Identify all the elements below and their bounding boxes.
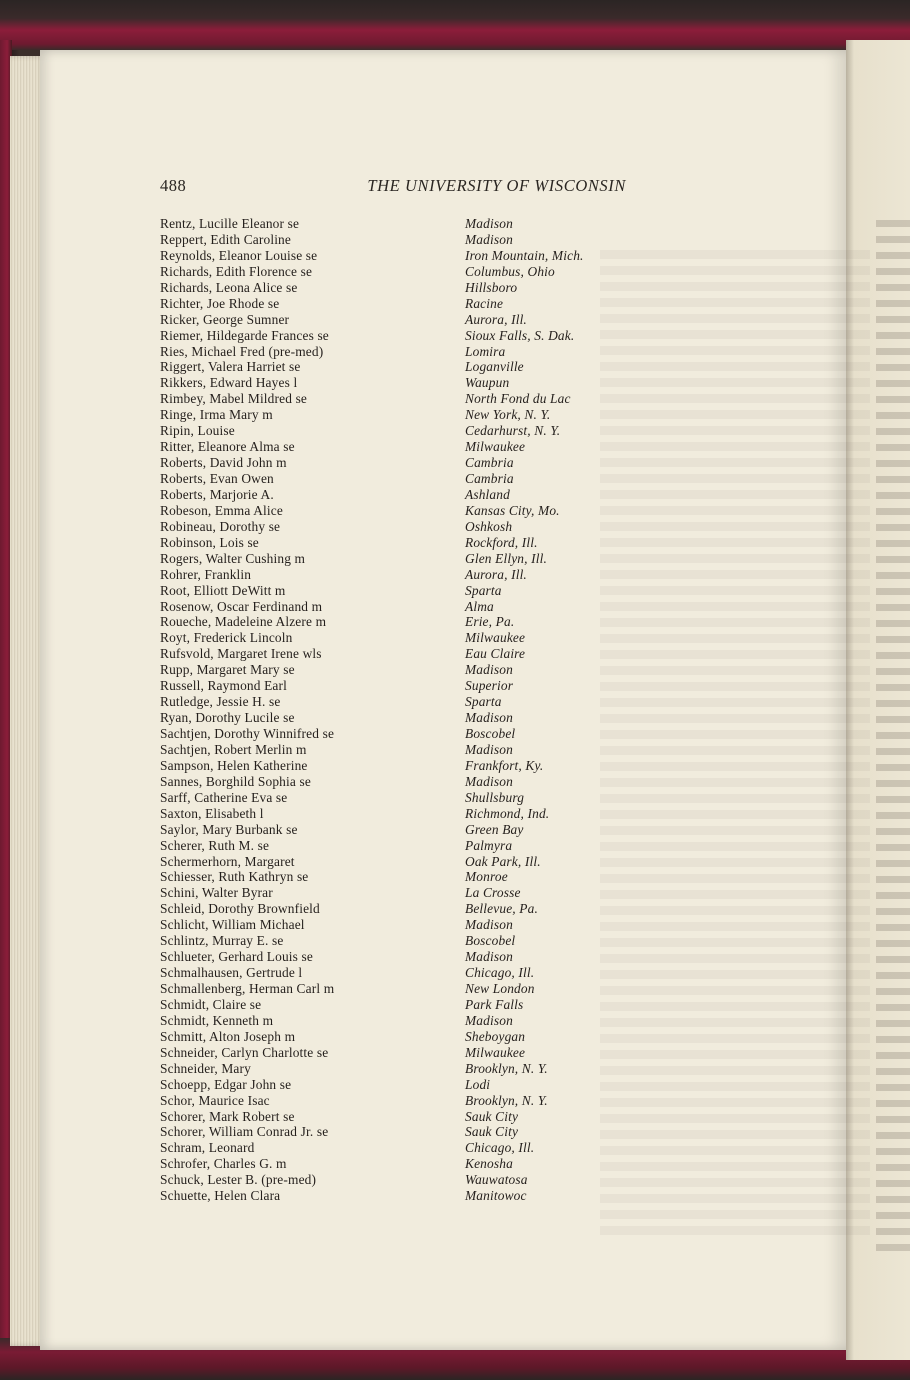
hometown: Rockford, Ill. [465, 534, 538, 550]
list-item [160, 742, 640, 758]
hometown: Sioux Falls, S. Dak. [465, 327, 575, 343]
student-name: Sachtjen, Dorothy Winnifred se [160, 726, 335, 741]
student-name: Rimbey, Mabel Mildred se [160, 391, 308, 407]
hometown: Oak Park, Ill. [465, 853, 541, 869]
hometown: Madison [465, 773, 513, 789]
list-item [160, 471, 640, 487]
student-name: Russell, Raymond Earl [160, 678, 288, 694]
student-name: Schuette, Helen Clara [160, 1188, 281, 1204]
hometown: Madison [465, 216, 513, 231]
hometown: Bellevue, Pa. [465, 901, 538, 917]
hometown: Manitowoc [465, 1188, 527, 1204]
student-name: Scherer, Ruth M. se [160, 837, 270, 853]
hometown: Brooklyn, N. Y. [465, 1092, 548, 1108]
list-item [160, 1093, 640, 1109]
list-item [160, 965, 640, 981]
list-item [160, 1061, 640, 1077]
list-item [160, 296, 640, 312]
list-item [160, 646, 640, 662]
student-name: Rogers, Walter Cushing m [160, 550, 306, 566]
list-item [160, 407, 640, 423]
student-name: Reynolds, Eleanor Louise se [160, 247, 318, 263]
hometown: Chicago, Ill. [465, 965, 535, 981]
student-name: Sachtjen, Robert Merlin m [160, 741, 307, 757]
list-item [160, 694, 640, 710]
hometown: Boscobel [465, 726, 516, 741]
student-name: Schuck, Lester B. (pre-med) [160, 1172, 317, 1188]
list-item [160, 328, 640, 344]
student-name: Rikkers, Edward Hayes l [160, 375, 298, 391]
student-name: Richards, Leona Alice se [160, 279, 298, 295]
list-item [160, 981, 640, 997]
list-item [160, 503, 640, 519]
student-name: Robeson, Emma Alice [160, 502, 283, 518]
list-item [160, 949, 640, 965]
hometown: Milwaukee [465, 1044, 526, 1060]
list-item [160, 917, 640, 933]
hometown: Brooklyn, N. Y. [465, 1060, 548, 1076]
list-item [160, 726, 640, 742]
list-item [160, 901, 640, 917]
page-number: 488 [160, 176, 187, 195]
hometown: Palmyra [465, 837, 513, 853]
list-item [160, 630, 640, 646]
student-name: Rohrer, Franklin [160, 566, 252, 582]
hometown: Cambria [465, 455, 514, 471]
list-item [160, 933, 640, 949]
list-item [160, 519, 640, 535]
list-item [160, 758, 640, 774]
list-item [160, 1124, 640, 1140]
student-name: Royt, Frederick Lincoln [160, 630, 293, 646]
hometown: Madison [465, 710, 513, 726]
student-name: Ricker, George Sumner [160, 311, 290, 327]
student-directory-list [160, 216, 640, 1204]
student-name: Sannes, Borghild Sophia se [160, 773, 311, 789]
hometown: Richmond, Ind. [465, 805, 550, 821]
list-item [160, 710, 640, 726]
hometown: Iron Mountain, Mich. [465, 247, 584, 263]
student-name: Ryan, Dorothy Lucile se [160, 710, 295, 726]
hometown: Sauk City [465, 1108, 519, 1124]
hometown: Madison [465, 949, 513, 965]
list-item [160, 232, 640, 248]
student-name: Reppert, Edith Caroline [160, 231, 292, 247]
hometown: Madison [465, 231, 513, 247]
hometown: Green Bay [465, 821, 524, 837]
hometown: Cambria [465, 471, 514, 486]
list-item [160, 838, 640, 854]
student-name: Schiesser, Ruth Kathryn se [160, 869, 309, 885]
student-name: Schmidt, Kenneth m [160, 1012, 274, 1028]
hometown: Sparta [465, 582, 502, 598]
list-item [160, 359, 640, 375]
hometown: Boscobel [465, 933, 516, 949]
student-name: Schmidt, Claire se [160, 996, 262, 1012]
hometown: Kansas City, Mo. [465, 502, 560, 518]
hometown: Milwaukee [465, 439, 526, 455]
student-name: Roueche, Madeleine Alzere m [160, 614, 327, 630]
student-name: Ringe, Irma Mary m [160, 407, 273, 423]
student-name: Rutledge, Jessie H. se [160, 694, 281, 710]
student-name: Schermerhorn, Margaret [160, 853, 295, 869]
hometown: Hillsboro [465, 279, 518, 295]
student-name: Schleid, Dorothy Brownfield [160, 901, 320, 917]
hometown: Ashland [465, 486, 510, 502]
hometown: Erie, Pa. [465, 614, 515, 630]
hometown: Madison [465, 662, 513, 678]
page-header [160, 176, 626, 196]
student-name: Riemer, Hildegarde Frances se [160, 327, 329, 343]
facing-page-text-bleed [876, 220, 910, 1260]
student-name: Schram, Leonard [160, 1140, 255, 1156]
list-item [160, 1109, 640, 1125]
list-item [160, 1140, 640, 1156]
list-item [160, 264, 640, 280]
student-name: Rosenow, Oscar Ferdinand m [160, 598, 323, 614]
student-name: Roberts, Evan Owen [160, 471, 274, 486]
student-name: Root, Elliott DeWitt m [160, 582, 286, 598]
student-name: Schmalhausen, Gertrude l [160, 965, 303, 981]
list-item [160, 662, 640, 678]
hometown: Glen Ellyn, Ill. [465, 550, 547, 566]
list-item [160, 1029, 640, 1045]
list-item [160, 614, 640, 630]
hometown: Chicago, Ill. [465, 1140, 535, 1156]
student-name: Rufsvold, Margaret Irene wls [160, 646, 322, 662]
student-name: Roberts, David John m [160, 455, 287, 471]
hometown: Sauk City [465, 1124, 519, 1140]
list-item [160, 551, 640, 567]
hometown: Monroe [465, 869, 508, 885]
student-name: Saylor, Mary Burbank se [160, 821, 298, 837]
list-item [160, 1077, 640, 1093]
student-name: Schorer, Mark Robert se [160, 1108, 295, 1124]
hometown: Park Falls [465, 996, 524, 1012]
list-item [160, 1188, 640, 1204]
student-name: Schrofer, Charles G. m [160, 1156, 287, 1172]
list-item [160, 344, 640, 360]
hometown: Madison [465, 741, 513, 757]
list-item [160, 312, 640, 328]
student-name: Saxton, Elisabeth l [160, 805, 264, 821]
hometown: Alma [465, 598, 494, 614]
list-item [160, 678, 640, 694]
student-name: Schor, Maurice Isac [160, 1092, 270, 1108]
student-name: Robinson, Lois se [160, 534, 259, 550]
hometown: Wauwatosa [465, 1172, 528, 1188]
student-name: Ries, Michael Fred (pre-med) [160, 343, 324, 359]
student-name: Schmallenberg, Herman Carl m [160, 981, 335, 996]
student-name: Richter, Joe Rhode se [160, 295, 280, 311]
list-item [160, 375, 640, 391]
list-item [160, 822, 640, 838]
hometown: Waupun [465, 375, 510, 391]
list-item [160, 854, 640, 870]
student-name: Schoepp, Edgar John se [160, 1076, 292, 1092]
hometown: Columbus, Ohio [465, 263, 555, 279]
student-name: Richards, Edith Florence se [160, 263, 313, 279]
list-item [160, 248, 640, 264]
list-item [160, 280, 640, 296]
list-item [160, 774, 640, 790]
student-name: Schorer, William Conrad Jr. se [160, 1124, 329, 1140]
show-through-text [600, 250, 870, 1240]
hometown: Eau Claire [465, 646, 526, 662]
list-item [160, 790, 640, 806]
hometown: Oshkosh [465, 518, 513, 534]
list-item [160, 487, 640, 503]
hometown: Aurora, Ill. [465, 566, 527, 582]
hometown: Shullsburg [465, 789, 525, 805]
student-name: Ritter, Eleanore Alma se [160, 439, 295, 455]
hometown: Lomira [465, 343, 506, 359]
list-item [160, 599, 640, 615]
hometown: Madison [465, 917, 513, 933]
student-name: Schneider, Mary [160, 1060, 251, 1076]
hometown: Frankfort, Ky. [465, 757, 544, 773]
list-item [160, 423, 640, 439]
list-item [160, 583, 640, 599]
hometown: Milwaukee [465, 630, 526, 646]
list-item [160, 1172, 640, 1188]
hometown: Aurora, Ill. [465, 311, 527, 327]
hometown: La Crosse [465, 885, 521, 901]
hometown: Lodi [465, 1076, 491, 1092]
running-title: THE UNIVERSITY OF WISCONSIN [367, 176, 626, 195]
student-name: Riggert, Valera Harriet se [160, 359, 301, 375]
hometown: Madison [465, 1012, 513, 1028]
student-name: Ripin, Louise [160, 423, 235, 439]
hometown: Kenosha [465, 1156, 513, 1172]
hometown: Cedarhurst, N. Y. [465, 423, 561, 439]
student-name: Sarff, Catherine Eva se [160, 789, 288, 805]
list-item [160, 1156, 640, 1172]
student-name: Schlueter, Gerhard Louis se [160, 949, 313, 965]
list-item [160, 567, 640, 583]
book-cover-top [0, 0, 910, 50]
hometown: New London [465, 981, 535, 996]
hometown: Sparta [465, 694, 502, 710]
student-name: Rupp, Margaret Mary se [160, 662, 295, 678]
list-item [160, 1013, 640, 1029]
list-item [160, 455, 640, 471]
hometown: Racine [465, 295, 504, 311]
student-name: Schmitt, Alton Joseph m [160, 1028, 296, 1044]
student-name: Schlicht, William Michael [160, 917, 305, 933]
list-item [160, 997, 640, 1013]
hometown: New York, N. Y. [465, 407, 551, 423]
hometown: North Fond du Lac [465, 391, 571, 407]
student-name: Sampson, Helen Katherine [160, 757, 308, 773]
hometown: Sheboygan [465, 1028, 526, 1044]
student-name: Schini, Walter Byrar [160, 885, 273, 901]
student-name: Roberts, Marjorie A. [160, 486, 274, 502]
student-name: Robineau, Dorothy se [160, 518, 281, 534]
list-item [160, 216, 640, 232]
hometown: Loganville [465, 359, 524, 375]
student-name: Schlintz, Murray E. se [160, 933, 284, 949]
student-name: Schneider, Carlyn Charlotte se [160, 1044, 329, 1060]
list-item [160, 535, 640, 551]
list-item [160, 806, 640, 822]
hometown: Superior [465, 678, 514, 694]
list-item [160, 391, 640, 407]
student-name: Rentz, Lucille Eleanor se [160, 216, 300, 231]
list-item [160, 439, 640, 455]
list-item [160, 1045, 640, 1061]
list-item [160, 869, 640, 885]
list-item [160, 885, 640, 901]
